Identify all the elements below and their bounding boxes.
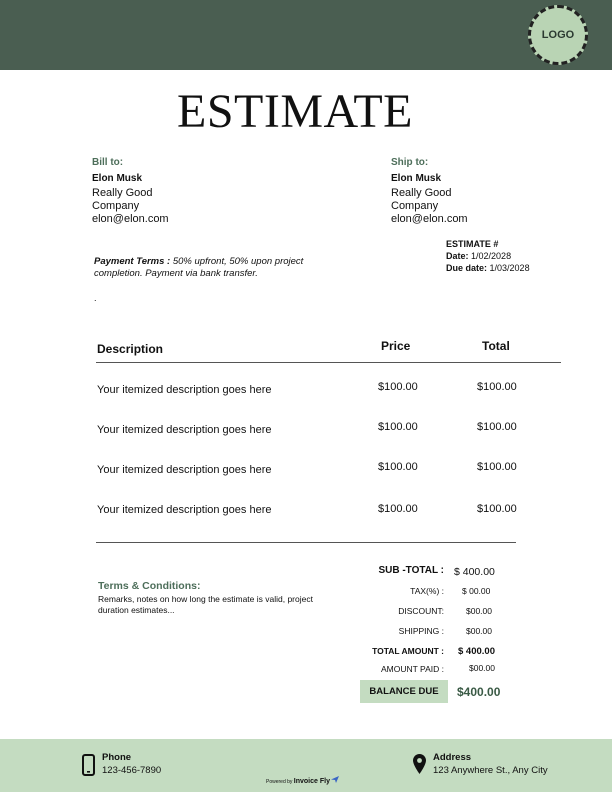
- column-header-total: Total: [482, 339, 510, 353]
- bill-to-company-2: Company: [92, 200, 140, 212]
- header-band: [0, 0, 612, 70]
- row-description: Your itemized description goes here: [97, 424, 272, 436]
- due-date-value: 1/03/2028: [489, 263, 530, 273]
- total-amount-label: TOTAL AMOUNT :: [372, 646, 444, 656]
- discount-label: DISCOUNT:: [398, 606, 444, 616]
- discount-value: $00.00: [466, 606, 492, 616]
- ship-to-company-2: Company: [391, 200, 439, 212]
- estimate-info: [446, 238, 530, 274]
- subtotal-value: $ 400.00: [454, 566, 495, 578]
- row-price: $100.00: [378, 421, 418, 433]
- total-amount-value: $ 400.00: [458, 646, 495, 657]
- balance-due-box: [360, 680, 448, 703]
- due-date-label: Due date:: [446, 263, 488, 273]
- ship-to-block: [391, 156, 468, 226]
- ship-to-company-1: Really Good: [391, 187, 452, 199]
- estimate-number-label: ESTIMATE #: [446, 239, 499, 249]
- brand-logo-icon: [331, 776, 339, 783]
- ship-to-email: elon@elon.com: [391, 213, 468, 225]
- address-value: 123 Anywhere St., Any City: [433, 765, 548, 776]
- balance-due-value: $400.00: [457, 685, 501, 699]
- amount-paid-value: $00.00: [469, 663, 495, 673]
- table-row: [0, 381, 612, 400]
- date-label: Date:: [446, 251, 469, 261]
- column-header-description: Description: [97, 342, 164, 356]
- subtotal-label: SUB -TOTAL :: [378, 565, 444, 576]
- bill-to-name: Elon Musk: [92, 173, 143, 184]
- table-row: [0, 421, 612, 440]
- phone-label: Phone: [102, 752, 132, 763]
- shipping-label: SHIPPING :: [398, 626, 444, 636]
- document-title: ESTIMATE: [177, 85, 413, 138]
- logo-text: LOGO: [541, 29, 575, 41]
- payment-terms-label: Payment Terms :: [94, 256, 171, 267]
- table-row: [0, 461, 612, 480]
- bill-to-company-1: Really Good: [92, 187, 153, 199]
- bill-to-block: [92, 156, 169, 226]
- terms-body: Remarks, notes on how long the estimate is valid, project duration estimates...: [98, 594, 313, 615]
- payment-terms: [94, 256, 324, 279]
- powered-brand: Invoice Fly: [293, 778, 330, 785]
- row-total: $100.00: [477, 503, 517, 515]
- powered-prefix: Powered by: [266, 779, 293, 785]
- column-header-price: Price: [381, 339, 411, 353]
- row-description: Your itemized description goes here: [97, 384, 272, 396]
- row-price: $100.00: [378, 381, 418, 393]
- bill-to-label: Bill to:: [92, 157, 124, 168]
- payment-terms-dot: .: [94, 293, 97, 303]
- balance-due-label: BALANCE DUE: [369, 686, 439, 697]
- shipping-value: $00.00: [466, 626, 492, 636]
- ship-to-label: Ship to:: [391, 157, 429, 168]
- map-pin-icon: [413, 754, 426, 774]
- payment-terms-text: 50% upfront, 50% upon project completion. Payment via bank transfer.: [94, 256, 304, 279]
- row-price: $100.00: [378, 461, 418, 473]
- row-price: $100.00: [378, 503, 418, 515]
- row-description: Your itemized description goes here: [97, 504, 272, 516]
- terms-heading: Terms & Conditions:: [98, 580, 201, 592]
- terms-block: [98, 580, 333, 616]
- phone-icon: [82, 754, 95, 776]
- ship-to-name: Elon Musk: [391, 173, 442, 184]
- amount-paid-label: AMOUNT PAID :: [381, 664, 444, 674]
- logo-badge: [528, 5, 588, 65]
- row-description: Your itemized description goes here: [97, 464, 272, 476]
- row-total: $100.00: [477, 381, 517, 393]
- phone-value: 123-456-7890: [102, 765, 162, 776]
- bill-to-email: elon@elon.com: [92, 213, 169, 225]
- row-total: $100.00: [477, 461, 517, 473]
- items-divider: [96, 542, 516, 543]
- row-total: $100.00: [477, 421, 517, 433]
- powered-by: [266, 776, 339, 785]
- tax-value: $ 00.00: [462, 586, 491, 596]
- header-divider: [96, 362, 561, 363]
- tax-label: TAX(%) :: [410, 586, 444, 596]
- table-row: [0, 504, 612, 520]
- address-label: Address: [433, 752, 472, 763]
- date-value: 1/02/2028: [471, 251, 512, 261]
